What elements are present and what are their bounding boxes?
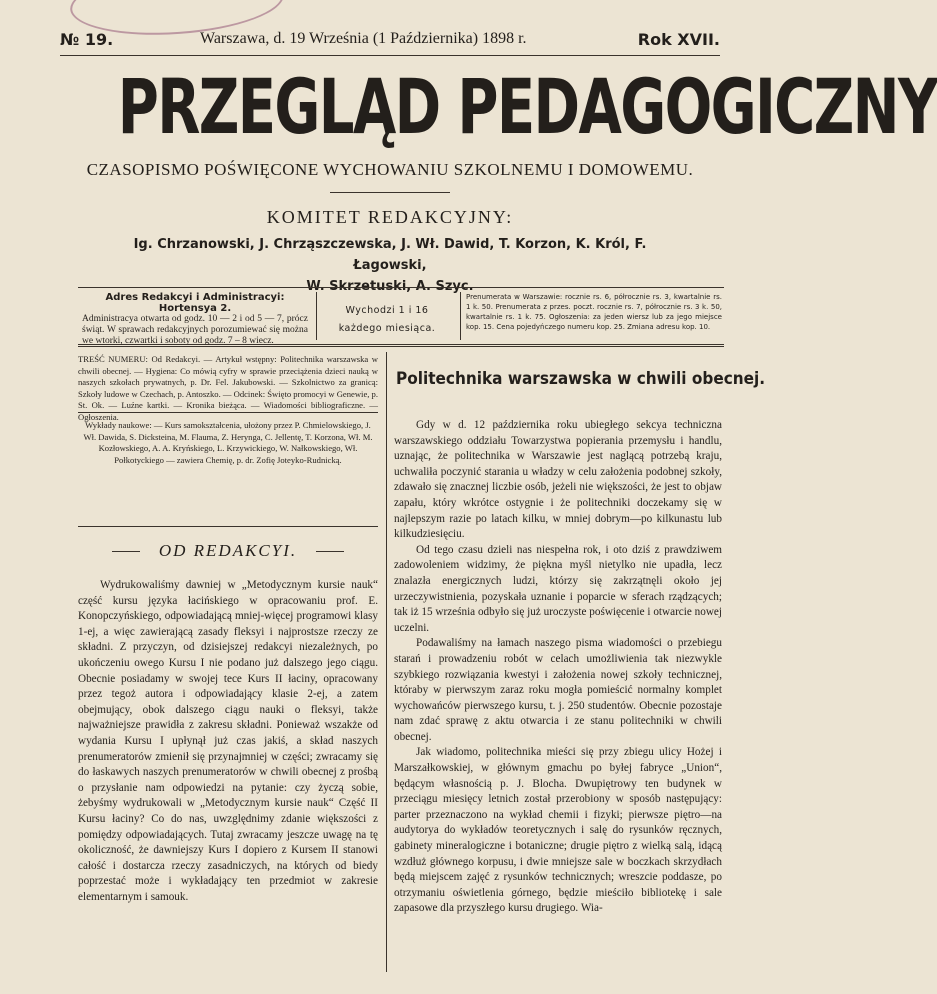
editorial-paragraph: Wydrukowaliśmy dawniej w „Metodycznym kursie nauk“ część kursu języka łacińskiego w opracowaniu prof. E. Konopczyńskiego, odpowiadającą mniej-więcej programowi klasy 1-ej, a więc zawierającą zasady fleksyi i najprostsze rzeczy ze składni. Z przyczyn, od dzisiejszej redakcyi niezależnych, po ukończeniu owego Kursu I nie podano już dalszego jego ciągu. Obecnie posiadamy w swojej tece Kurs II łaciny, opracowany przez tegoż autora i odpowiadający klasie 2-ej, a zatem obejmujący, obok dalszego ciągu nauki o fleksyi, także najważniejsze prawidła z zakresu składni. Ponieważ wszakże od wydania Kursu I upłynął już czas jakiś, a skład naszych prenumeratorów zmienił się przynajmniej w części; zwracamy się do łaskawych naszych prenumeratorów w chwili obecnej z prośbą o przysłanie nam odpowiedzi na pytanie: czy życzą sobie, żebyśmy wydrukowali w „Metodycznym kursie nauk“ Część II Kursu łaciny? Co do nas, uwzględnimy zdanie większości z pomiędzy odpowiadających. Tutaj zwracamy jeszcze uwagę na tę okoliczność, że dawniejszy Kurs I dopiero z Kursem II stanowi całość i dostarcza rzeczy zasadniczych, na których od biedy poprzestać może i wykładający ten przedmiot w zakresie elementarnym i samouk. <box>78 579 378 903</box>
address-box <box>82 292 308 347</box>
article-paragraph-1: Gdy w d. 12 października roku ubiegłego sekcya techniczna warszawskiego oddziału Towarzystwa popierania przemysłu i handlu, uznając, że politechnika w Warszawie jest naglącą potrzebą kraju, uchwaliła poczynić starania u władzy w celu założenia podobnej szkoły, zdawało się znacznej liczbie osób, jeżeli nie większości, że jest to objaw zapału, który wkrótce ostygnie i że politechniki doczekamy się w najlepszym razie po latach kilku, w mniej dobrym—po kilkunastu lub kilkudziesięciu. <box>394 419 722 541</box>
table-of-contents: TREŚĆ NUMERU: Od Redakcyi. — Artykuł wstępny: Politechnika warszawska w chwili obecnej. — Hygiena: Co mówią cyfry w sprawie przeciążenia dzieci nauką w naszych szkołach prywatnych, p. Dr. Fel. Jakubowski. — Szkolnictwo za granicą: Szkoły ludowe w Czechach, p. Antoszko. — Odcinek: Święto promocyi w Genewie, p. St. Ok. — Luźne kartki. — Kronika bieżąca. — Wiadomości bibliograficzne. — Ogłoszenia. <box>78 354 379 422</box>
schedule-line2: każdego miesiąca. <box>338 323 436 334</box>
article-paragraph-2: Od tego czasu dzieli nas niespełna rok, i oto dziś z prawdziwem zadowoleniem widzimy, że piękna myśl nietylko nie upadła, lecz znalazła energicznych ludzi, którzy się zakrzątnęli około jej urzeczywistnienia, pozyskała uznanie i poparcie w sferach rządzących; tak iż 15 września odbyło się już uroczyste poświęcenie i otwarcie nowej uczelni. <box>394 543 722 634</box>
article-body <box>394 418 722 917</box>
subscription-box: Prenumerata w Warszawie: rocznie rs. 6, półrocznie rs. 3, kwartalnie rs. 1 k. 50. Prenumerata z przes. poczt. rocznie rs. 7, półrocznie rs. 3 k. 50, kwartalnie rs. 1 k. 75. Ogłoszenia: za jeden wiersz lub za jego miejsce kop. 15. Cena pojedyńczego numeru kop. 25. Zmiana adresu kop. 10. <box>466 293 722 331</box>
header-rule <box>60 55 720 56</box>
lectures-rule <box>78 526 378 527</box>
issue-number: № 19. <box>60 30 114 49</box>
article-heading: Politechnika warszawska w chwili obecnej. <box>396 369 766 389</box>
committee-members-line1: Ig. Chrzanowski, J. Chrząszczewska, J. Wł. Dawid, T. Korzon, K. Król, F. Łagowski, <box>133 237 647 273</box>
committee-heading: KOMITET REDAKCYJNY: <box>266 207 514 227</box>
address-text: Administracya otwarta od godz. 10 — 2 i od 5 — 7, prócz świąt. W sprawach redakcyjnych porozumiewać się można we wtorki, czwartki i soboty od godz. 7 – 8 wiecz. <box>82 314 308 346</box>
ornament-right <box>316 551 344 552</box>
subtitle: CZASOPISMO POŚWIĘCONE WYCHOWANIU SZKOLNEMU I DOMOWEMU. <box>86 160 694 179</box>
toc-rule <box>78 412 378 413</box>
lectures-note: Wykłady naukowe: — Kurs samokształcenia, ułożony przez P. Chmielowskiego, J. Wł. Dawida, S. Dicksteina, M. Flauma, Z. Heryngа, C. Jellentę, T. Korzona, Wł. M. Kozłowskiego, A. A. Kryńskiego, L. Krzywickiego, W. Nałkowskiego, Wł. Połkotyckiego — zawiera Chemię, p. dr. Zofię Joteyko-Rudnicką. <box>83 420 373 465</box>
masthead-title: PRZEGLĄD PEDAGOGICZNY <box>117 62 937 151</box>
article-paragraph-4: Jak wiadomo, politechnika mieści się przy zbiegu ulicy Hożej i Marszałkowskiej, w głównym gmachu po byłej fabryce „Union“, będącym własnością p. J. Blocha. Dwupiętrowy ten budynek w przeciągu miesięcy letnich został przerobiony w sposób następujący: parter przeznaczono na wykład chemii i fizyki; pierwsze piętro—na audytorya do wykładów teoretycznych i salę do rysunków ręcznych, gabinety mineralogiczne i botaniczne; drugie piętro z wielką salą, idącą wzdłuż głównego korpusu, i dwie mniejsze sale w boczkach skrzydłach będą miejscem zajęć z rysunków technicznych; wreszcie poddasze, po otrzymaniu oświetlenia górnego, będzie mieściło bibliotekę i sale zapasowe dla przyszłego kursu drugiego. Wia- <box>394 746 722 915</box>
committee-members-line2: W. Skrzetuski, A. Szyc. <box>306 279 474 294</box>
column-divider <box>386 352 387 972</box>
issue-header <box>60 30 720 52</box>
info-divider-2 <box>460 292 461 340</box>
address-title: Adres Redakcyi i Administracyi: Hortensya 2. <box>105 292 285 314</box>
article-paragraph-3: Podawaliśmy na łamach naszego pisma wiadomości o przebiegu starań i prowadzeniu robót w celach umożliwienia tak niezwykle szybkiego rozwiązania kwestyi i założenia nowej szkoły technicznej, któraby w pierwszym zaraz roku mogła pomieścić normalny komplet wychowańców pierwszego kursu, t. j. 250 studentów. Obecnie pozostaje nam zdać sprawę z aktu otwarcia i ze stanu politechniki w chwili obecnej. <box>394 637 722 743</box>
subtitle-rule <box>330 192 450 193</box>
schedule-box <box>322 302 452 338</box>
info-top-rule <box>78 287 724 288</box>
editorial-heading: OD REDAKCYI. <box>158 541 298 560</box>
schedule-line1: Wychodzi 1 i 16 <box>345 305 429 316</box>
info-divider-1 <box>316 292 317 340</box>
editorial-heading-row <box>78 541 378 561</box>
volume-year: Rok XVII. <box>637 30 720 49</box>
dateline: Warszawa, d. 19 Września (1 Października) 1898 r. <box>200 30 527 47</box>
editorial-body <box>78 578 378 905</box>
ornament-left <box>112 551 140 552</box>
info-bottom-rule <box>78 344 724 347</box>
